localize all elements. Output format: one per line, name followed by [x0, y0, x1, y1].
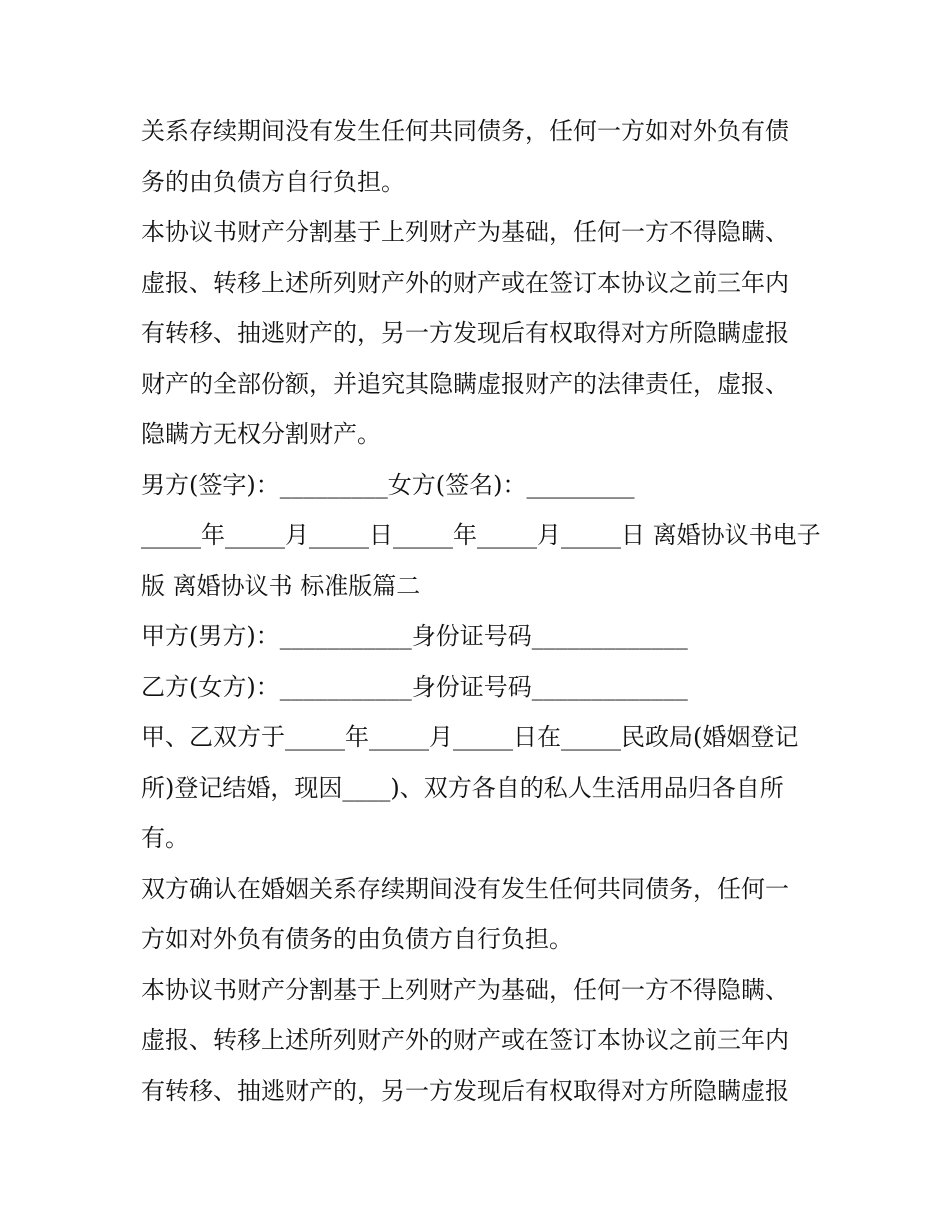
text-line: 有转移、抽逃财产的，另一方发现后有权取得对方所隐瞒虚报: [141, 319, 789, 347]
party-b-line: 乙方(女方)：___________身份证号码_____________: [141, 672, 688, 701]
document-body: [141, 106, 831, 1116]
text-line: 务的由负债方自行负担。: [141, 167, 405, 196]
text-line: 方如对外负有债务的由负债方自行负担。: [141, 925, 573, 953]
text-line: 关系存续期间没有发生任何共同债务，任何一方如对外负有债: [141, 117, 789, 145]
section-title: 版 离婚协议书 标准版篇二: [141, 571, 421, 600]
text-line: 虚报、转移上述所列财产外的财产或在签订本协议之前三年内: [141, 1026, 789, 1054]
text-line: 财产的全部份额，并追究其隐瞒虚报财产的法律责任，虚报、: [141, 369, 789, 398]
text-line: 双方确认在婚姻关系存续期间没有发生任何共同债务，任何一: [141, 874, 789, 903]
text-line: 有。: [141, 824, 189, 852]
text-line: 本协议书财产分割基于上列财产为基础，任何一方不得隐瞒、: [141, 975, 789, 1004]
text-line: 虚报、转移上述所列财产外的财产或在签订本协议之前三年内: [141, 268, 789, 297]
signature-line: 男方(签字)：_________女方(签名)：_________: [141, 470, 635, 499]
date-line: _____年_____月_____日_____年_____月_____日 离婚协议书电子: [141, 521, 821, 549]
text-line: 甲、乙双方于_____年_____月_____日在_____民政局(婚姻登记: [141, 723, 799, 751]
text-line: 有转移、抽逃财产的，另一方发现后有权取得对方所隐瞒虚报: [141, 1076, 789, 1105]
text-line: 所)登记结婚，现因____)、双方各自的私人生活用品归各自所: [141, 773, 784, 802]
party-a-line: 甲方(男方)：___________身份证号码_____________: [141, 622, 688, 650]
text-line: 隐瞒方无权分割财产。: [141, 420, 381, 448]
text-line: 本协议书财产分割基于上列财产为基础，任何一方不得隐瞒、: [141, 218, 789, 246]
